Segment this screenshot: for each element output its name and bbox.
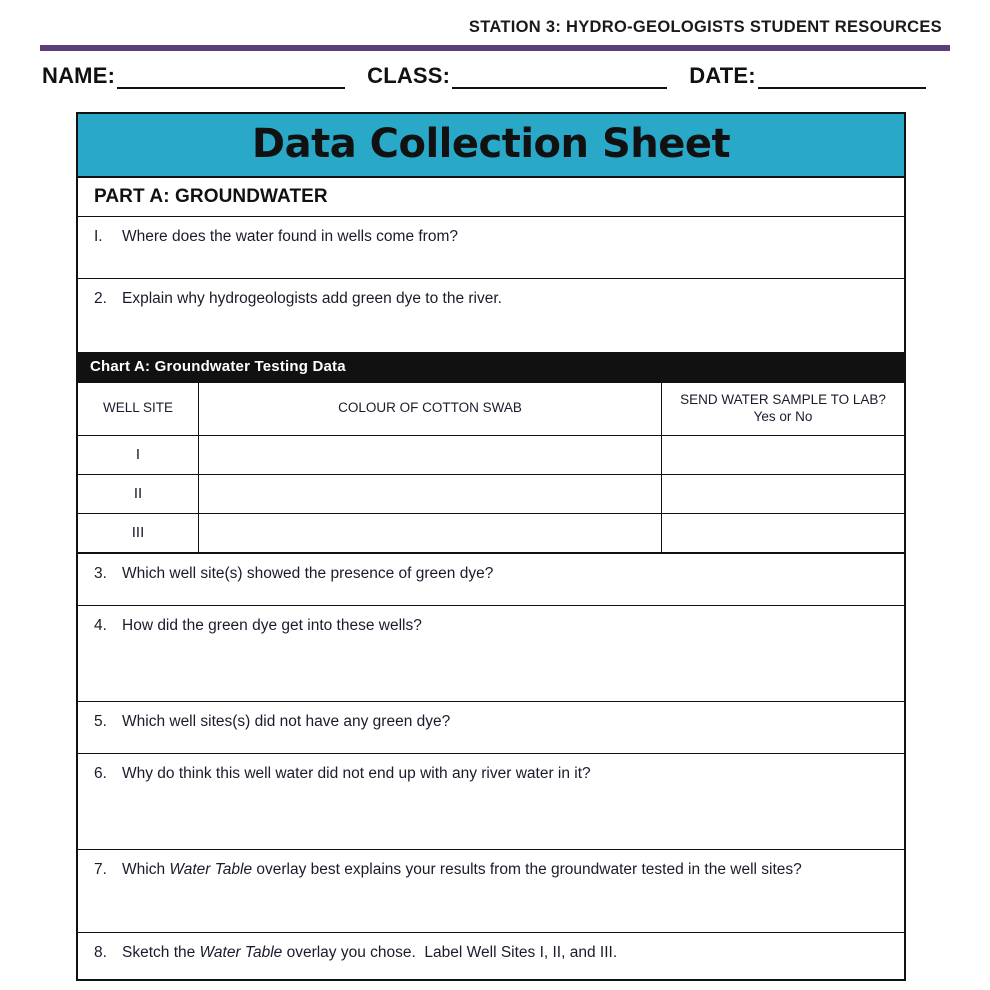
question-7 [78,850,904,880]
station-header: STATION 3: HYDRO-GEOLOGISTS STUDENT RESOURCES [468,18,942,36]
cell-lab-2[interactable] [662,474,905,513]
cell-well-site-2: II [78,474,199,513]
col-header-send-to-lab-line2: Yes or No [753,408,813,424]
question-row-6[interactable] [78,754,904,850]
question-row-1[interactable] [78,217,904,279]
cell-colour-3[interactable] [199,513,662,552]
chart-a-table [78,383,904,553]
question-2 [78,279,904,309]
col-header-send-to-lab [662,383,905,435]
cell-colour-2[interactable] [199,474,662,513]
table-header-row [78,383,904,435]
question-row-7[interactable] [78,850,904,933]
cell-well-site-1: I [78,435,199,474]
question-row-8[interactable] [78,933,904,979]
class-label: CLASS: [367,63,451,88]
col-header-colour: COLOUR OF COTTON SWAB [199,383,662,435]
question-row-4[interactable] [78,606,904,702]
question-1 [78,217,904,247]
cell-lab-1[interactable] [662,435,905,474]
question-1-number: I. [94,228,103,245]
data-collection-sheet [76,112,906,981]
question-8-text: Sketch the Water Table overlay you chose. Label Well Sites I, II, and III. [122,943,618,961]
question-3-number: 3. [94,564,107,582]
question-5 [78,702,904,732]
question-6-number: 6. [94,764,107,782]
chart-a-caption-text: Chart A: Groundwater Testing Data [90,358,346,375]
sheet-title-band [78,114,904,178]
cell-lab-3[interactable] [662,513,905,552]
question-row-3[interactable] [78,554,904,606]
question-4 [78,606,904,636]
question-6 [78,754,904,784]
table-row[interactable] [78,513,904,552]
col-header-well-site: WELL SITE [78,383,199,435]
question-2-number: 2. [94,290,107,307]
table-row[interactable] [78,474,904,513]
class-input-line[interactable] [452,67,667,89]
name-input-line[interactable] [117,67,345,89]
question-3-text: Which well site(s) showed the presence of green dye? [122,564,494,582]
date-label: DATE: [689,63,756,88]
col-header-send-to-lab-line1: SEND WATER SAMPLE TO LAB? [680,392,886,407]
question-5-text: Which well sites(s) did not have any green dye? [122,712,451,730]
part-a-heading: PART A: GROUNDWATER [78,178,904,217]
question-1-text: Where does the water found in wells come from? [122,228,458,245]
date-field[interactable] [689,63,926,89]
question-8-number: 8. [94,943,107,961]
name-field[interactable] [42,63,345,89]
sheet-title: Data Collection Sheet [251,121,731,167]
question-6-text: Why do think this well water did not end up with any river water in it? [122,764,591,782]
cell-colour-1[interactable] [199,435,662,474]
question-4-text: How did the green dye get into these wells? [122,616,422,634]
chart-a-caption [78,353,904,383]
name-label: NAME: [42,63,116,88]
question-2-text: Explain why hydrogeologists add green dye to the river. [122,290,502,307]
question-7-text: Which Water Table overlay best explains your results from the groundwater tested in the well sites? [122,860,802,878]
question-5-number: 5. [94,712,107,730]
cell-well-site-3: III [78,513,199,552]
class-field[interactable] [367,63,667,89]
question-8 [78,933,904,963]
question-4-number: 4. [94,616,107,634]
question-row-2[interactable] [78,279,904,353]
chart-a-wrapper [78,383,904,554]
question-7-number: 7. [94,860,107,878]
date-input-line[interactable] [758,67,926,89]
name-class-date-row [0,51,990,89]
question-row-5[interactable] [78,702,904,754]
table-row[interactable] [78,435,904,474]
question-3 [78,554,904,584]
